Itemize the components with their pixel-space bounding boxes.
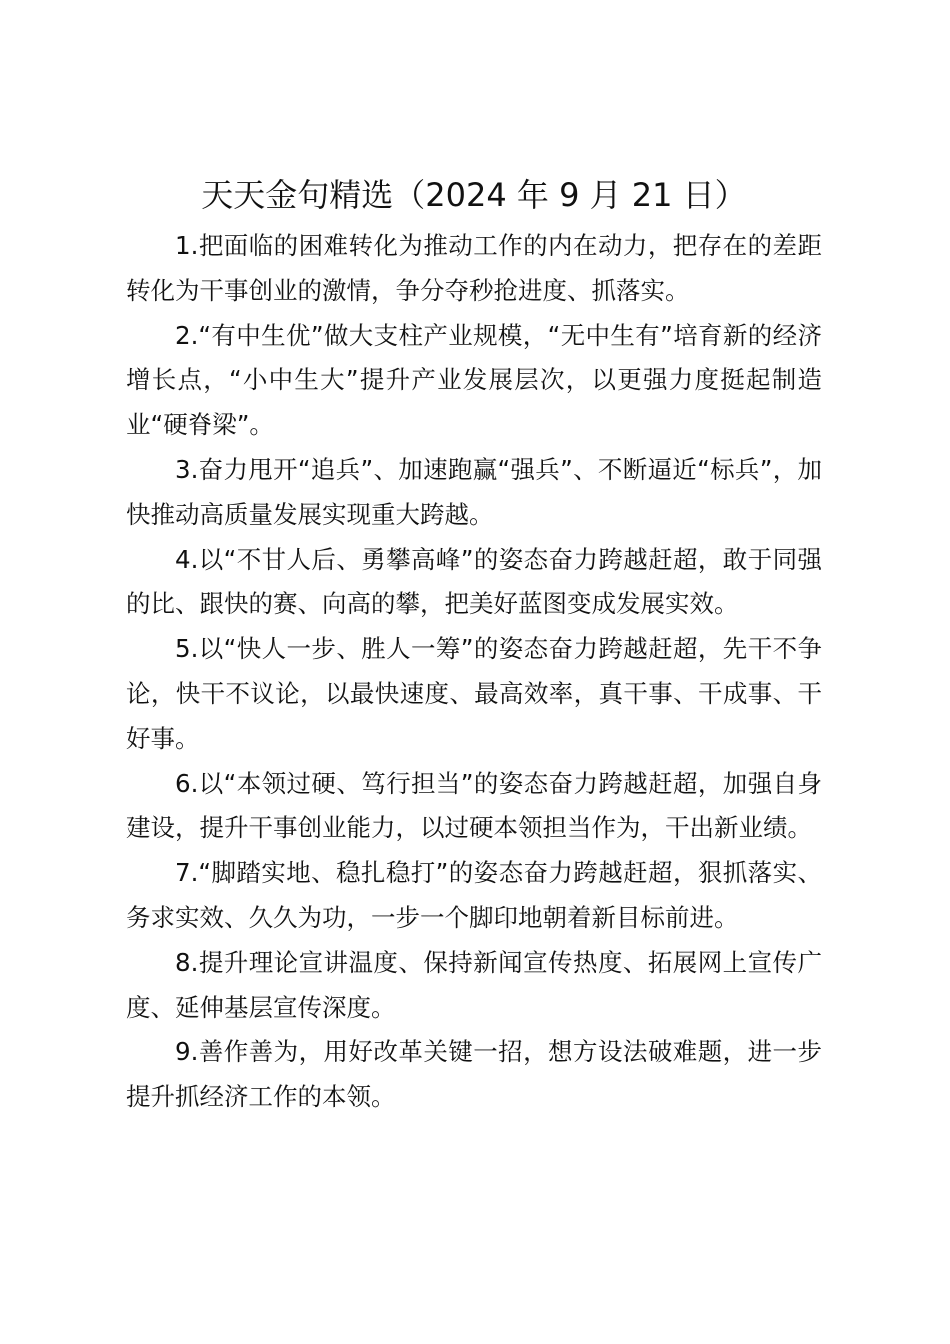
paragraph-8: 8.提升理论宣讲温度、保持新闻宣传热度、拓展网上宣传广度、延伸基层宣传深度。 bbox=[126, 947, 822, 1022]
paragraph-9: 9.善作善为，用好改革关键一招，想方设法破难题，进一步提升抓经济工作的本领。 bbox=[126, 1037, 822, 1112]
paragraph-4: 4.以“不甘人后、勇攀高峰”的姿态奋力跨越赶超，敢于同强的比、跟快的赛、向高的攀，把美好蓝图变成发展实效。 bbox=[126, 544, 822, 619]
paragraph-1: 1.把面临的困难转化为推动工作的内在动力，把存在的差距转化为干事创业的激情，争分夺秒抢进度、抓落实。 bbox=[126, 231, 822, 305]
paragraph-2: 2.“有中生优”做大支柱产业规模，“无中生有”培育新的经济增长点，“小中生大”提升产业发展层次，以更强力度挺起制造业“硬脊梁”。 bbox=[126, 320, 822, 440]
paragraph-6: 6.以“本领过硬、笃行担当”的姿态奋力跨越赶超，加强自身建设，提升干事创业能力，以过硬本领担当作为，干出新业绩。 bbox=[126, 768, 822, 843]
paragraph-5: 5.以“快人一步、胜人一筹”的姿态奋力跨越赶超，先干不争论，快干不议论，以最快速度、最高效率，真干事、干成事、干好事。 bbox=[126, 634, 822, 753]
document-title: 天天金句精选（2024 年 9 月 21 日） bbox=[201, 176, 747, 214]
paragraph-3: 3.奋力甩开“追兵”、加速跑赢“强兵”、不断逼近“标兵”，加快推动高质量发展实现重大跨越。 bbox=[126, 454, 822, 529]
paragraph-7: 7.“脚踏实地、稳扎稳打”的姿态奋力跨越赶超，狠抓落实、务求实效、久久为功，一步一个脚印地朝着新目标前进。 bbox=[126, 858, 822, 932]
document-body bbox=[126, 224, 822, 1120]
